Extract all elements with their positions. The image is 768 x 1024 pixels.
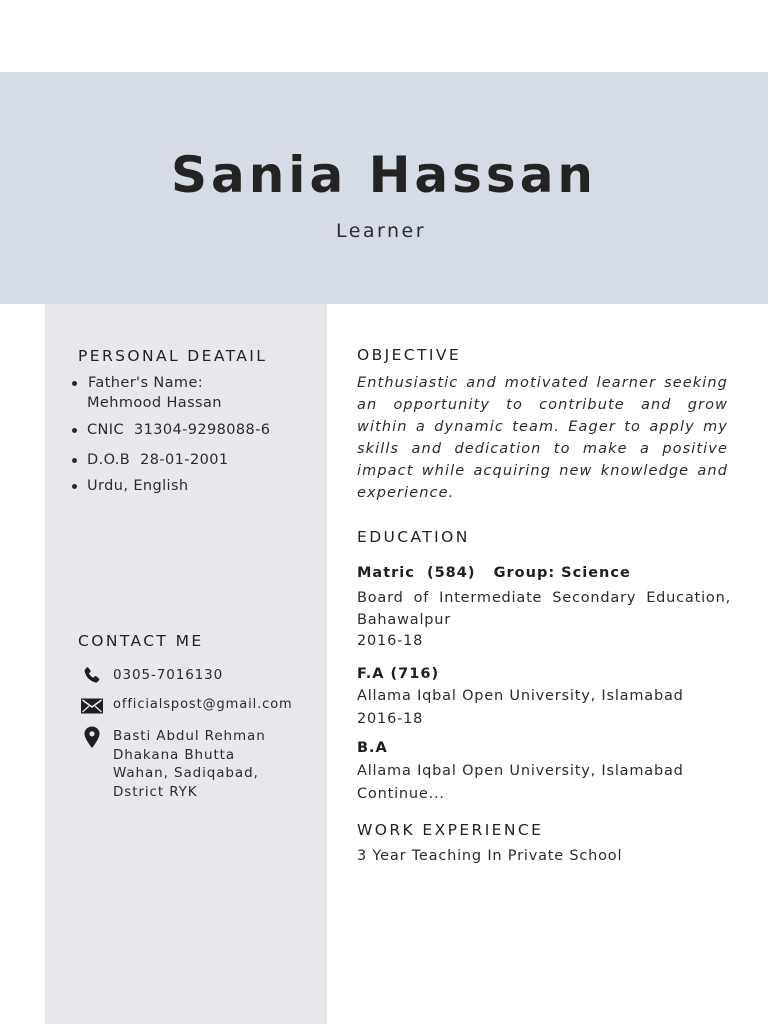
- personal-detail-title: PERSONAL DEATAIL: [78, 347, 268, 365]
- father-name: Mehmood Hassan: [87, 395, 222, 411]
- candidate-name: Sania Hassan: [170, 146, 598, 204]
- personal-item-father: [87, 373, 222, 413]
- phone-icon: [80, 664, 104, 688]
- address-line: Wahan, Sadiqabad,: [113, 765, 259, 781]
- education-years-ba: Continue...: [357, 786, 445, 802]
- email-address: officialspost@gmail.com: [113, 697, 293, 712]
- bullet-icon: [72, 381, 77, 386]
- education-title: EDUCATION: [357, 528, 470, 546]
- address-text: [113, 727, 266, 801]
- languages-value: Urdu, English: [87, 478, 189, 494]
- objective-title: OBJECTIVE: [357, 346, 462, 364]
- dob-value: D.O.B 28-01-2001: [87, 452, 229, 468]
- education-institution-matric: Board of Intermediate Secondary Education, Bahawalpur: [357, 590, 731, 628]
- education-years-fa: 2016-18: [357, 711, 424, 727]
- location-pin-icon: [80, 725, 104, 749]
- education-heading-ba: B.A: [357, 740, 388, 756]
- contact-title: CONTACT ME: [78, 632, 204, 650]
- work-experience-text: 3 Year Teaching In Private School: [357, 848, 623, 864]
- education-years-matric: 2016-18: [357, 633, 424, 649]
- education-institution-ba: Allama Iqbal Open University, Islamabad: [357, 763, 684, 779]
- address-line: Dhakana Bhutta: [113, 746, 236, 763]
- cnic-value: CNIC 31304-9298088-6: [87, 422, 271, 438]
- education-institution-fa: Allama Iqbal Open University, Islamabad: [357, 688, 684, 704]
- objective-text: Enthusiastic and motivated learner seeking an opportunity to contribute and grow within a dynamic team. Eager to apply my skills and dedication to make a positive impact while acquiring new knowledge and experience.: [357, 375, 728, 501]
- personal-item-languages: [87, 476, 189, 496]
- phone-number: 0305-7016130: [113, 667, 224, 683]
- personal-item-cnic: [87, 420, 270, 440]
- bullet-icon: [72, 484, 77, 489]
- address-line: Dstrict RYK: [113, 783, 198, 800]
- bullet-icon: [72, 458, 77, 463]
- address-line: Basti Abdul Rehman: [113, 728, 266, 744]
- personal-item-dob: [87, 450, 228, 470]
- education-heading-matric: Matric (584) Group: Science: [357, 565, 631, 581]
- bullet-icon: [72, 428, 77, 433]
- father-label: Father's Name:: [88, 375, 204, 391]
- candidate-role: Learner: [335, 220, 427, 242]
- work-experience-title: WORK EXPERIENCE: [357, 821, 544, 839]
- envelope-icon: [80, 694, 104, 718]
- education-heading-fa: F.A (716): [357, 666, 440, 682]
